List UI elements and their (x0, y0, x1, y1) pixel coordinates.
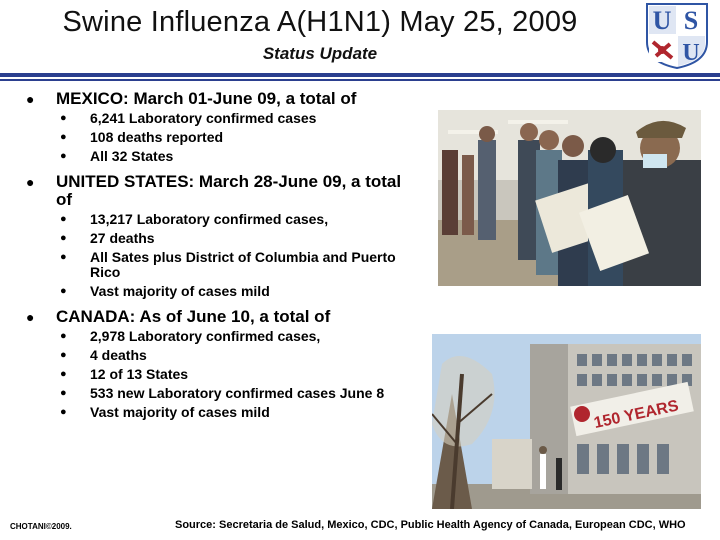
list-item: ● Vast majority of cases mild (26, 284, 421, 299)
bullet-icon: ● (60, 387, 67, 399)
section-united-states (26, 173, 421, 299)
section-canada (26, 308, 421, 420)
bullet-icon: ● (60, 330, 67, 342)
bullet-icon: ● (60, 349, 67, 361)
list-item: ● 12 of 13 States (26, 367, 421, 382)
list-item: ● 108 deaths reported (26, 130, 421, 145)
bullet-icon: ● (60, 131, 67, 143)
copyright-note: CHOTANI©2009. (10, 522, 72, 531)
svg-text:U: U (682, 40, 700, 66)
list-item: ● All Sates plus District of Columbia and Puerto Rico (26, 250, 421, 280)
hospital-building-photo (432, 334, 701, 509)
bullet-icon: ● (60, 112, 67, 124)
bullet-icon: ● (60, 285, 67, 297)
bullet-content (26, 90, 421, 429)
svg-text:S: S (683, 6, 699, 35)
section-mexico (26, 90, 421, 164)
list-item: ● Vast majority of cases mild (26, 405, 421, 420)
header-rule-thin (0, 79, 720, 81)
banner-text: 150 YEARS (592, 397, 681, 432)
list-item: ● 13,217 Laboratory confirmed cases, (26, 212, 421, 227)
list-item: ● 6,241 Laboratory confirmed cases (26, 111, 421, 126)
section-heading: MEXICO: March 01-June 09, a total of (56, 89, 357, 108)
bullet-icon: ● (60, 232, 67, 244)
source-note: Source: Secretaria de Salud, Mexico, CDC, Public Health Agency of Canada, European CDC, WHO (175, 519, 686, 531)
list-item: ● 2,978 Laboratory confirmed cases, (26, 329, 421, 344)
bullet-icon: ● (26, 174, 35, 190)
bullet-icon: ● (60, 406, 67, 418)
bullet-icon: ● (60, 150, 67, 162)
bullet-icon: ● (26, 309, 35, 325)
list-item: ● 533 new Laboratory confirmed cases June 8 (26, 386, 421, 401)
bullet-icon: ● (26, 91, 35, 107)
list-item: ● 27 deaths (26, 231, 421, 246)
svg-text:U: U (652, 6, 672, 35)
bullet-icon: ● (60, 213, 67, 225)
section-heading: UNITED STATES: March 28-June 09, a total of (56, 172, 402, 209)
usu-logo (644, 2, 710, 70)
slide-title: Swine Influenza A(H1N1) May 25, 2009 (62, 6, 578, 38)
masked-people-photo (438, 110, 701, 286)
list-item: ● All 32 States (26, 149, 421, 164)
slide-subtitle: Status Update (262, 44, 378, 63)
bullet-icon: ● (60, 368, 67, 380)
header-rule (0, 73, 720, 77)
bullet-icon: ● (60, 251, 67, 263)
list-item: ● 4 deaths (26, 348, 421, 363)
section-heading: CANADA: As of June 10, a total of (56, 307, 331, 326)
